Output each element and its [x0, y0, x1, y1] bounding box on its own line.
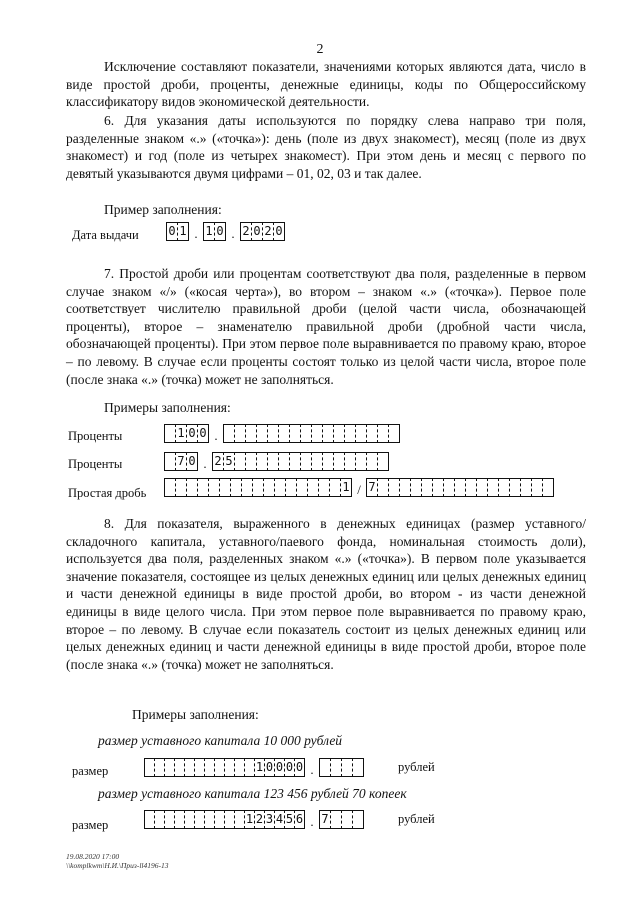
char-cell [174, 758, 184, 777]
char-cell: 0 [251, 222, 262, 241]
char-cell [234, 452, 245, 471]
char-cell [204, 758, 214, 777]
char-cell [252, 478, 263, 497]
char-cell [256, 424, 267, 443]
char-cell [388, 478, 399, 497]
date-day [166, 222, 189, 241]
footer-timestamp: 19.08.2020 17:00 [66, 852, 120, 861]
char-cell [318, 478, 329, 497]
char-cell [244, 758, 254, 777]
char-cell [432, 478, 443, 497]
money-field-2 [144, 810, 364, 829]
char-cell [333, 424, 344, 443]
money-caption-1: размер уставного капитала 10 000 рублей [98, 733, 343, 748]
char-cell [509, 478, 520, 497]
char-cell [330, 810, 341, 829]
char-cell [410, 478, 421, 497]
char-cell [184, 810, 194, 829]
char-cell [476, 478, 487, 497]
char-cell [300, 424, 311, 443]
rubles-label-2: рублей [398, 812, 435, 826]
fraction-numerator-cells [164, 478, 352, 497]
char-cell [154, 758, 164, 777]
char-cell: 4 [274, 810, 284, 829]
char-cell: 0 [264, 758, 274, 777]
char-cell [355, 452, 366, 471]
char-cell: 7 [175, 452, 186, 471]
paragraph-7-text: 7. Простой дроби или процентам соответствуют два поля, разделенные в первом случае знаком «/» («косая черта»), во втором – знаком «.» («точка»). Первое поле соответствует числителю правильной дроби (целой части числа, обозначающей проценты), второе – знаменателю правильной дроби (дробной части числа, обозначающей проценты). При этом первое поле выравнивается по правому краю, второе – по левому. В случае если проценты состоят только из целой части числа, второе поле (после знака «.» (точка) может не заполняться. [66, 266, 586, 387]
char-cell [234, 758, 244, 777]
char-cell [300, 452, 311, 471]
char-cell [234, 810, 244, 829]
char-cell [241, 478, 252, 497]
char-cell: 2 [262, 222, 273, 241]
money-frac-cells [319, 810, 364, 829]
char-cell: 0 [273, 222, 285, 241]
char-cell [230, 478, 241, 497]
char-cell [377, 424, 388, 443]
char-cell [388, 424, 400, 443]
money-size-label-2: размер [72, 818, 109, 832]
percent-frac-cells [223, 424, 400, 443]
percent-frac-cells [212, 452, 389, 471]
char-cell [197, 478, 208, 497]
char-cell [322, 424, 333, 443]
date-month [203, 222, 226, 241]
char-cell: 3 [264, 810, 274, 829]
char-cell: 0 [166, 222, 177, 241]
char-cell: 7 [366, 478, 377, 497]
char-cell [278, 452, 289, 471]
char-cell: 1 [254, 758, 264, 777]
char-cell: 5 [223, 452, 234, 471]
char-cell [164, 452, 175, 471]
char-cell [234, 424, 245, 443]
percent-label-1: Проценты [68, 429, 123, 443]
char-cell [144, 810, 154, 829]
char-cell [311, 452, 322, 471]
date-separator: . [231, 226, 235, 241]
paragraph-exception [66, 58, 586, 111]
char-cell [366, 452, 377, 471]
char-cell [175, 478, 186, 497]
char-cell [219, 478, 230, 497]
char-cell: 2 [254, 810, 264, 829]
char-cell: 0 [186, 452, 198, 471]
example-heading-percent: Примеры заполнения: [104, 400, 231, 415]
char-cell [204, 810, 214, 829]
char-cell [454, 478, 465, 497]
char-cell [186, 478, 197, 497]
char-cell [154, 810, 164, 829]
char-cell [224, 810, 234, 829]
char-cell: 0 [294, 758, 305, 777]
char-cell: 2 [212, 452, 223, 471]
date-separator: . [194, 226, 198, 241]
money-field-1 [144, 758, 364, 777]
char-cell [164, 424, 175, 443]
char-cell: 1 [175, 424, 186, 443]
fraction-denominator-cells [366, 478, 554, 497]
char-cell: 0 [284, 758, 294, 777]
char-cell [245, 452, 256, 471]
percent-field-1 [164, 424, 400, 443]
paragraph-exception-text: Исключение составляют показатели, значениями которых являются дата, число в виде простой дроби, проценты, денежные единицы, коды по Общероссийскому классификатору видов экономической деятельности. [66, 59, 586, 110]
char-cell [520, 478, 531, 497]
char-cell [330, 758, 341, 777]
fraction-label: Простая дробь [68, 486, 147, 500]
char-cell [333, 452, 344, 471]
char-cell [184, 758, 194, 777]
char-cell [285, 478, 296, 497]
char-cell: 0 [274, 758, 284, 777]
char-cell [366, 424, 377, 443]
footer-stamp [66, 852, 169, 870]
char-cell [144, 758, 154, 777]
percent-separator: . [214, 428, 218, 443]
percent-separator: . [203, 456, 207, 471]
paragraph-8-text: 8. Для показателя, выраженного в денежных единицах (размер уставного/складочного капитала, уставного/паевого фонда, номинальная стоимость доли), используется два поля, разделенных знаком «.» («точка»). В первом поле указывается значение показателя, состоящее из целых денежных единиц или целых денежных единиц и части денежной единицы в виде простой дроби, во втором - из части денежной единицы в виде целого числа. При этом первое поле выравнивается по правому краю, второе – по левому. В случае если показатель состоит из целых денежных единиц или целых денежных единиц и части денежной единицы в виде простой дроби, второе поле (после знака «.» (точка) может не заполняться. [66, 516, 586, 672]
char-cell [311, 424, 322, 443]
char-cell [194, 810, 204, 829]
char-cell [267, 452, 278, 471]
char-cell [164, 810, 174, 829]
date-label: Дата выдачи [72, 228, 139, 242]
char-cell: 5 [284, 810, 294, 829]
char-cell: 6 [294, 810, 305, 829]
paragraph-6-text: 6. Для указания даты используются по порядку слева направо три поля, разделенные знаком «.» («точка»): день (поле из двух знакомест), месяц (поле из двух знакомест) и год (поле из четырех знакомест). При этом день и месяц с первого по девятый указываются двумя цифрами – 01, 02, 03 и так далее. [66, 113, 586, 181]
char-cell [377, 478, 388, 497]
char-cell [329, 478, 340, 497]
char-cell [322, 452, 333, 471]
char-cell [421, 478, 432, 497]
char-cell: 1 [244, 810, 254, 829]
percent-field-2 [164, 452, 389, 471]
char-cell [194, 758, 204, 777]
percent-label-2: Проценты [68, 457, 123, 471]
example-heading-money: Примеры заполнения: [132, 707, 259, 722]
money-size-label-1: размер [72, 764, 109, 778]
example-heading-date: Пример заполнения: [104, 202, 222, 217]
char-cell [344, 452, 355, 471]
money-frac-cells [319, 758, 364, 777]
date-field [166, 222, 285, 241]
char-cell [377, 452, 389, 471]
char-cell [355, 424, 366, 443]
char-cell [289, 424, 300, 443]
char-cell: 1 [203, 222, 214, 241]
char-cell [542, 478, 554, 497]
char-cell [352, 810, 364, 829]
money-separator: . [310, 814, 314, 829]
char-cell: 0 [214, 222, 226, 241]
char-cell [399, 478, 410, 497]
char-cell [214, 758, 224, 777]
paragraph-6 [66, 112, 586, 182]
paragraph-7 [66, 265, 586, 388]
date-year [240, 222, 285, 241]
footer-path: \\komplkwm\Н.И.\Приз-ll4196-13 [66, 861, 169, 870]
char-cell: 0 [197, 424, 209, 443]
char-cell [263, 478, 274, 497]
char-cell [274, 478, 285, 497]
char-cell [267, 424, 278, 443]
percent-int-cells [164, 424, 209, 443]
char-cell: 1 [177, 222, 189, 241]
char-cell [289, 452, 300, 471]
char-cell [224, 758, 234, 777]
char-cell [319, 758, 330, 777]
char-cell [307, 478, 318, 497]
char-cell [498, 478, 509, 497]
char-cell [245, 424, 256, 443]
char-cell: 1 [340, 478, 352, 497]
paragraph-8 [66, 515, 586, 673]
char-cell [443, 478, 454, 497]
fraction-field [164, 478, 554, 497]
rubles-label-1: рублей [398, 760, 435, 774]
char-cell [487, 478, 498, 497]
page-number: 2 [316, 42, 324, 57]
char-cell: 7 [319, 810, 330, 829]
char-cell [214, 810, 224, 829]
char-cell [352, 758, 364, 777]
char-cell [164, 758, 174, 777]
char-cell [296, 478, 307, 497]
fraction-separator: / [357, 482, 361, 497]
char-cell: 2 [240, 222, 251, 241]
money-int-cells [144, 810, 305, 829]
char-cell: 0 [186, 424, 197, 443]
money-separator: . [310, 762, 314, 777]
char-cell [164, 478, 175, 497]
char-cell [223, 424, 234, 443]
percent-int-cells [164, 452, 198, 471]
char-cell [174, 810, 184, 829]
char-cell [341, 758, 352, 777]
char-cell [341, 810, 352, 829]
char-cell [465, 478, 476, 497]
char-cell [278, 424, 289, 443]
money-caption-2: размер уставного капитала 123 456 рублей 70 копеек [98, 786, 407, 801]
char-cell [256, 452, 267, 471]
money-int-cells [144, 758, 305, 777]
char-cell [208, 478, 219, 497]
char-cell [344, 424, 355, 443]
char-cell [531, 478, 542, 497]
